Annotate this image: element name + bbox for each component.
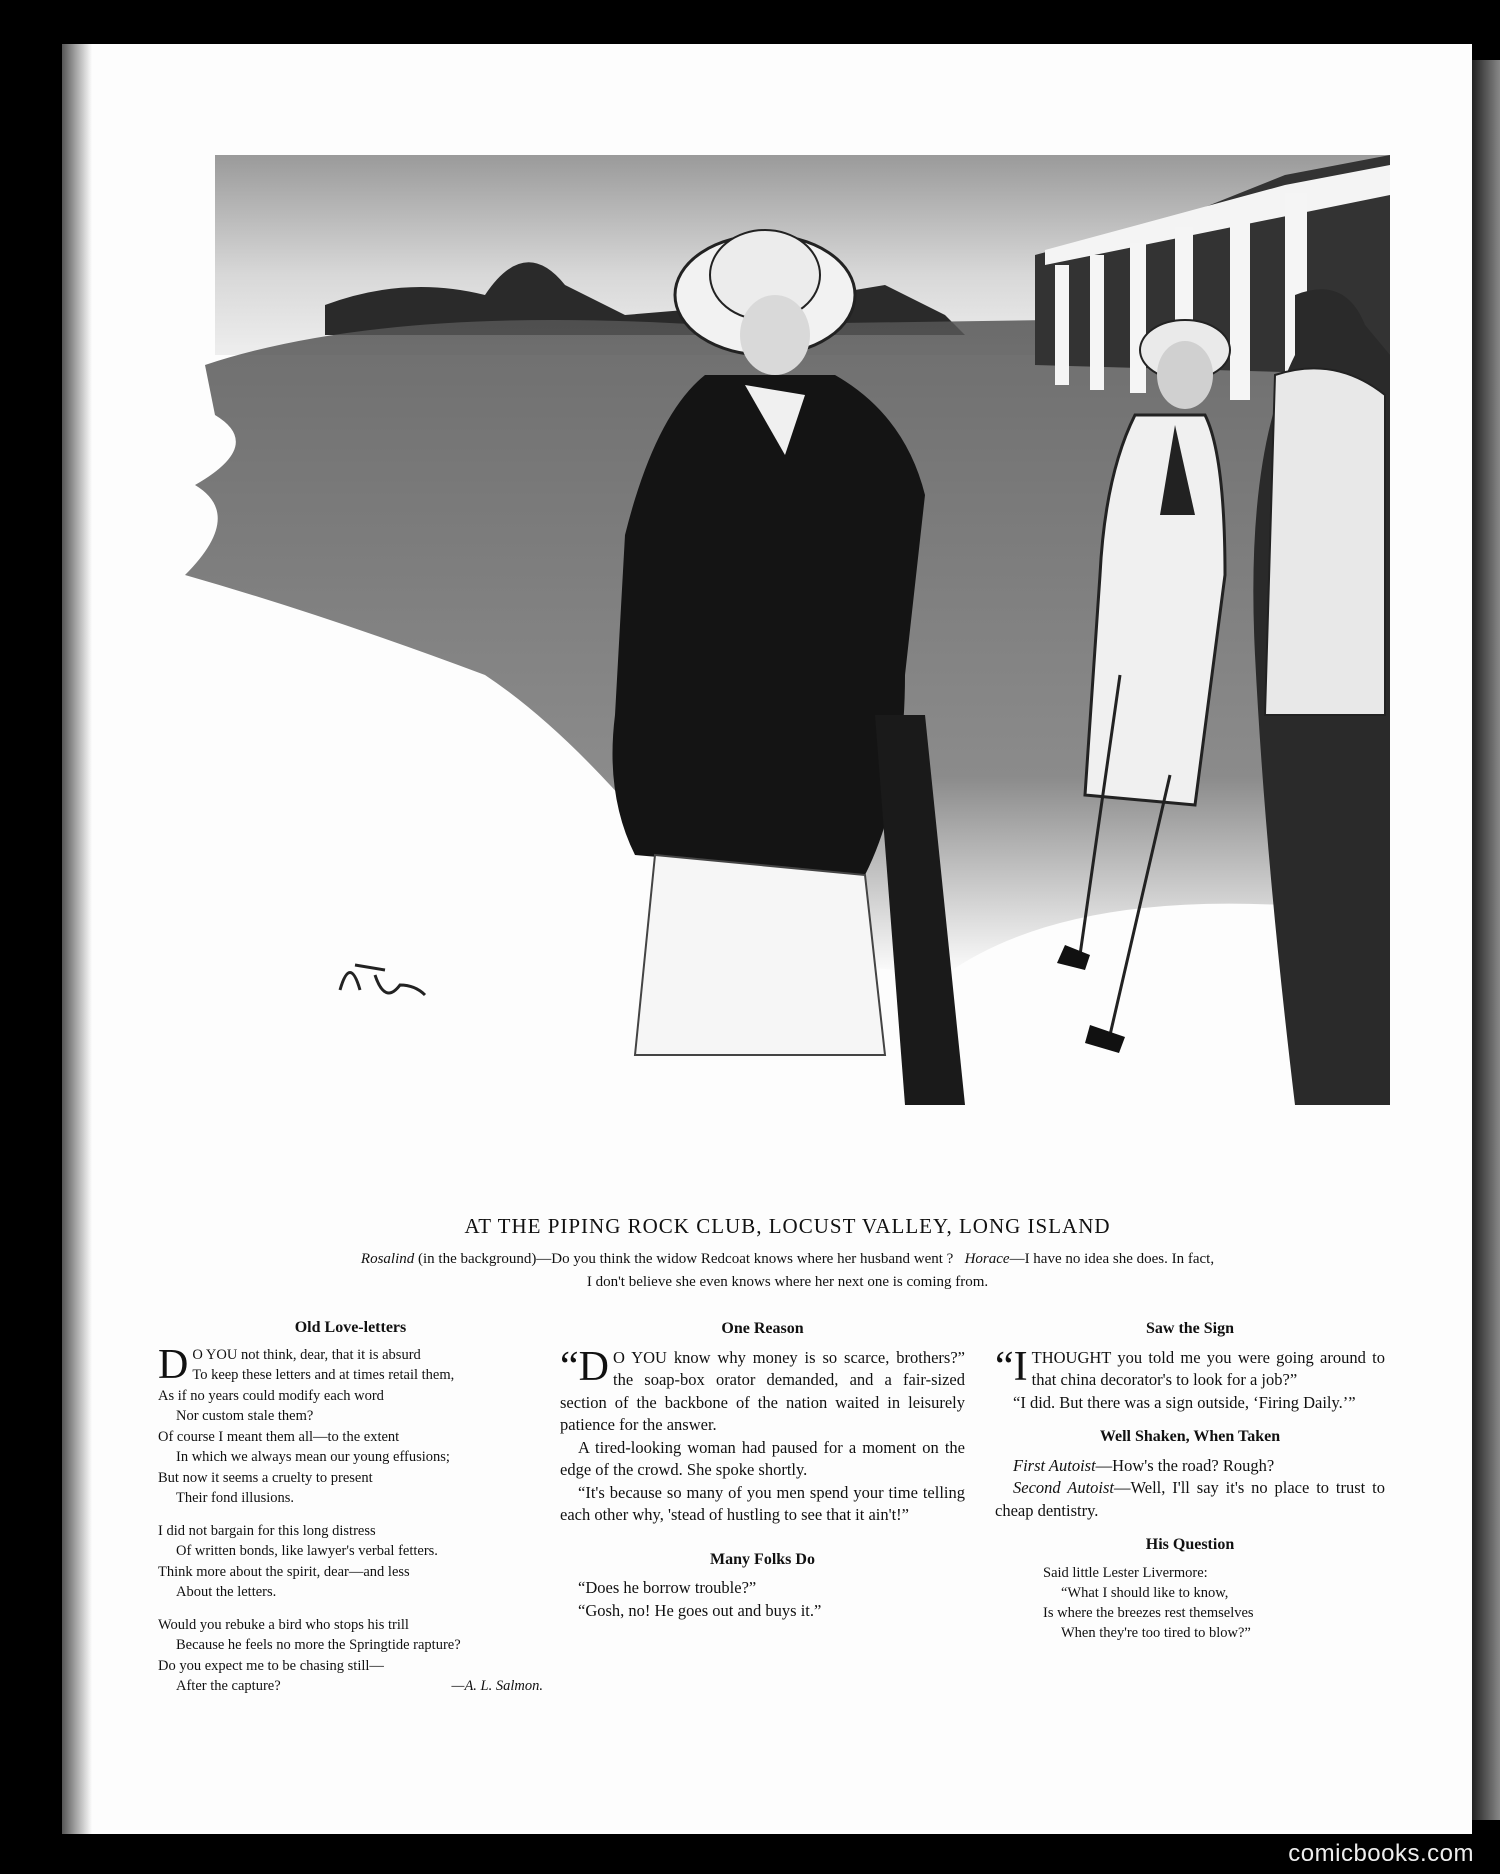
story-paragraph: A tired-looking woman had paused for a moment on the edge of the crowd. She spoke shortly. [560,1437,965,1479]
paragraph-text: O YOU know why money is so scarce, brothers?” the soap-box orator demanded, and a fair-sized section of the backbone of the nation waited in leisurely patience for the answer. [560,1347,965,1434]
speaker-first-autoist: First Autoist [1013,1455,1096,1475]
poem-title: Old Love-letters [294,1319,407,1336]
poem-line: After the capture? [176,1678,281,1694]
story-paragraph [560,1343,965,1437]
story-title: His Question [1145,1536,1235,1553]
drop-cap: D [158,1341,189,1388]
story-paragraph: “Does he borrow trouble?” [578,1578,757,1597]
site-watermark: comicbooks.com [1288,1840,1474,1867]
poem-line: When they're too tired to blow?” [1061,1624,1251,1641]
spacer [560,1527,965,1549]
story-title: One Reason [721,1320,804,1337]
story-paragraph [995,1455,1385,1478]
story-title: Saw the Sign [1145,1320,1235,1337]
poem-line: As if no years could modify each word [158,1387,384,1404]
column-one-reason [560,1318,965,1622]
facing-page-edge [1472,60,1500,1820]
caption-line-1: (in the background)—Do you think the widow Redcoat knows where her husband went ? [414,1251,954,1267]
story-title: Many Folks Do [710,1550,815,1568]
poem-line: To keep these letters and at times retail them, [192,1367,455,1383]
paragraph-text: THOUGHT you told me you were going around to that china decorator's to look for a job?” [1031,1347,1385,1389]
poem-stanza [158,1615,543,1697]
paragraph-text: —How's the road? Rough? [1095,1455,1275,1475]
poem-line: About the letters. [176,1584,277,1600]
caption-line-3: I don't believe she even knows where her next one is coming from. [586,1274,989,1290]
poem-line: Because he feels no more the Springtide rapture? [176,1637,461,1653]
story-paragraph [995,1477,1385,1522]
caption-title: AT THE PIPING ROCK CLUB, LOCUST VALLEY, LONG ISLAND [464,1214,1111,1238]
poem-line: Do you expect me to be chasing still— [158,1657,384,1674]
poem-line: Nor custom stale them? [176,1408,314,1424]
speaker-second-autoist: Second Autoist [1013,1478,1114,1497]
poem-line: But now it seems a cruelty to present [158,1469,373,1486]
poem-line: Of course I meant them all—to the extent [158,1428,400,1445]
story-title: Well Shaken, When Taken [1099,1428,1281,1445]
caption-dialogue [185,1248,1390,1294]
poem-line: I did not bargain for this long distress [158,1522,376,1539]
speaker-horace: Horace [964,1251,1010,1267]
story-paragraph: “It's because so many of you men spend your time telling each other why, 'stead of hustling to see that it ain't!” [560,1482,965,1524]
poem-line: O YOU not think, dear, that it is absurd [192,1346,421,1363]
poem-line: Said little Lester Livermore: [1043,1564,1208,1581]
poem-stanza [158,1341,543,1509]
spacer [995,1522,1385,1534]
spacer [995,1414,1385,1426]
column-saw-the-sign [995,1318,1385,1643]
page-spine [62,44,92,1834]
poem-line: “What I should like to know, [1061,1584,1229,1601]
drop-cap: “I [995,1343,1028,1390]
poem-last-line [158,1676,543,1697]
story-paragraph: “I did. But there was a sign outside, ‘Firing Daily.’” [1013,1392,1356,1412]
paragraph-text: —Well, I'll say it's no place to trust to cheap dentistry. [995,1478,1385,1520]
speaker-rosalind: Rosalind [360,1251,415,1267]
caption-line-2: —I have no idea she does. In fact, [1009,1251,1215,1267]
poem-line: Their fond illusions. [176,1490,295,1506]
short-poem [995,1563,1385,1643]
poem-stanza [158,1521,543,1603]
drop-cap: “D [560,1343,609,1390]
poem-line: Of written bonds, like lawyer's verbal fetters. [176,1543,438,1559]
poem-signature: —A. L. Salmon. [451,1678,543,1694]
poem-line: Would you rebuke a bird who stops his trill [158,1616,409,1633]
golf-club-illustration [185,155,1390,1200]
poem-line: In which we always mean our young effusions; [176,1449,450,1465]
story-paragraph [995,1343,1385,1392]
poem-line: Is where the breezes rest themselves [1043,1604,1254,1621]
story-paragraph: “Gosh, no! He goes out and buys it.” [578,1600,822,1620]
poem-line: Think more about the spirit, dear—and less [158,1563,410,1580]
column-old-love-letters [158,1318,543,1709]
